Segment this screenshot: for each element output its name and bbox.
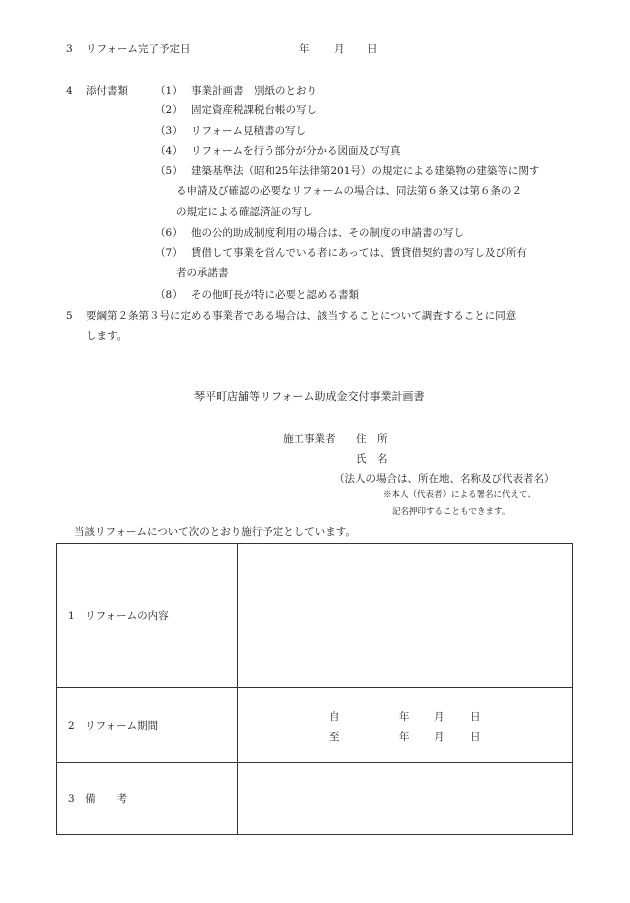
- attachment-text-2: 固定資産税課税台帳の写し: [191, 104, 317, 116]
- attachment-text-6: 他の公的助成制度利用の場合は、その制度の申請書の写し: [191, 227, 464, 239]
- table-row: [57, 763, 573, 835]
- attachment-mark-8: （8）: [155, 289, 183, 301]
- item3-month: 月: [334, 43, 345, 55]
- attachment-text-3: リフォーム見積書の写し: [191, 125, 306, 137]
- remarks-cell[interactable]: [238, 763, 573, 835]
- address-label: 住 所: [356, 433, 388, 445]
- item3-number: 3: [66, 43, 73, 55]
- attachment-text-7a: 賃借して事業を営んでいる者にあっては、賃貸借契約書の写し及び所有: [191, 247, 527, 259]
- attachment-mark-1: （1）: [155, 85, 183, 97]
- item5-number: 5: [66, 310, 73, 322]
- period-from-year: 年: [399, 711, 410, 723]
- applicant-label: 施工事業者: [283, 433, 336, 445]
- attachment-text-8: その他町長が特に必要と認める書類: [191, 289, 359, 301]
- item3-year: 年: [299, 43, 310, 55]
- attachment-mark-5: （5）: [155, 165, 183, 177]
- row-label-cell: [57, 544, 238, 688]
- remarks-label: 3 備 考: [68, 793, 128, 805]
- period-to-month: 月: [434, 731, 445, 743]
- attachment-text-5a: 建築基準法（昭和25年法律第201号）の規定による建築物の建築等に関す: [191, 165, 540, 177]
- reform-content-cell[interactable]: [238, 544, 573, 688]
- period-from-day: 日: [470, 711, 481, 723]
- row-label-cell: [57, 763, 238, 835]
- name-label: 氏 名: [356, 453, 388, 465]
- attachment-mark-3: （3）: [155, 125, 183, 137]
- table-row: [57, 688, 573, 763]
- signature-note-2: 記名押印することもできます。: [392, 507, 511, 517]
- table-row: [57, 544, 573, 688]
- attachment-text-5c: の規定による確認済証の写し: [176, 206, 313, 218]
- item3-label: リフォーム完了予定日: [86, 43, 191, 55]
- plan-table: [56, 543, 573, 835]
- attachment-text-7b: 者の承諾書: [176, 267, 229, 279]
- reform-period-label: 2 リフォーム期間: [68, 719, 159, 732]
- period-to-year: 年: [399, 731, 410, 743]
- period-to-day: 日: [470, 731, 481, 743]
- item3-day: 日: [367, 43, 378, 55]
- row-label-cell: [57, 688, 238, 763]
- period-from: 自: [329, 711, 340, 723]
- period-from-month: 月: [434, 711, 445, 723]
- period-to: 至: [329, 731, 340, 743]
- item5-line1: 要綱第２条第３号に定める事業者である場合は、該当することについて調査することに同意: [86, 310, 517, 322]
- attachment-text-5b: る申請及び確認の必要なリフォームの場合は、同法第６条又は第６条の２: [176, 185, 522, 197]
- attachment-mark-6: （6）: [155, 227, 183, 239]
- corporate-note: （法人の場合は、所在地、名称及び代表者名）: [334, 473, 555, 485]
- item4-label: 添付書類: [86, 85, 128, 97]
- attachment-text-4: リフォームを行う部分が分かる図面及び写真: [191, 145, 401, 157]
- period-block: [238, 688, 572, 762]
- item5-line2: します。: [86, 330, 128, 342]
- plan-title: 琴平町店舗等リフォーム助成金交付事業計画書: [194, 390, 425, 403]
- reform-period-cell[interactable]: [238, 688, 573, 763]
- signature-note-1: ※本人（代表者）による署名に代えて、: [383, 490, 536, 500]
- attachment-mark-4: （4）: [155, 145, 183, 157]
- plan-intro: 当該リフォームについて次のとおり施行予定としています。: [74, 526, 356, 538]
- item4-number: 4: [66, 85, 73, 97]
- attachment-mark-2: （2）: [155, 104, 183, 116]
- attachment-text-1: 事業計画書 別紙のとおり: [191, 85, 317, 97]
- attachment-mark-7: （7）: [155, 247, 183, 259]
- reform-content-label: 1 リフォームの内容: [68, 610, 169, 622]
